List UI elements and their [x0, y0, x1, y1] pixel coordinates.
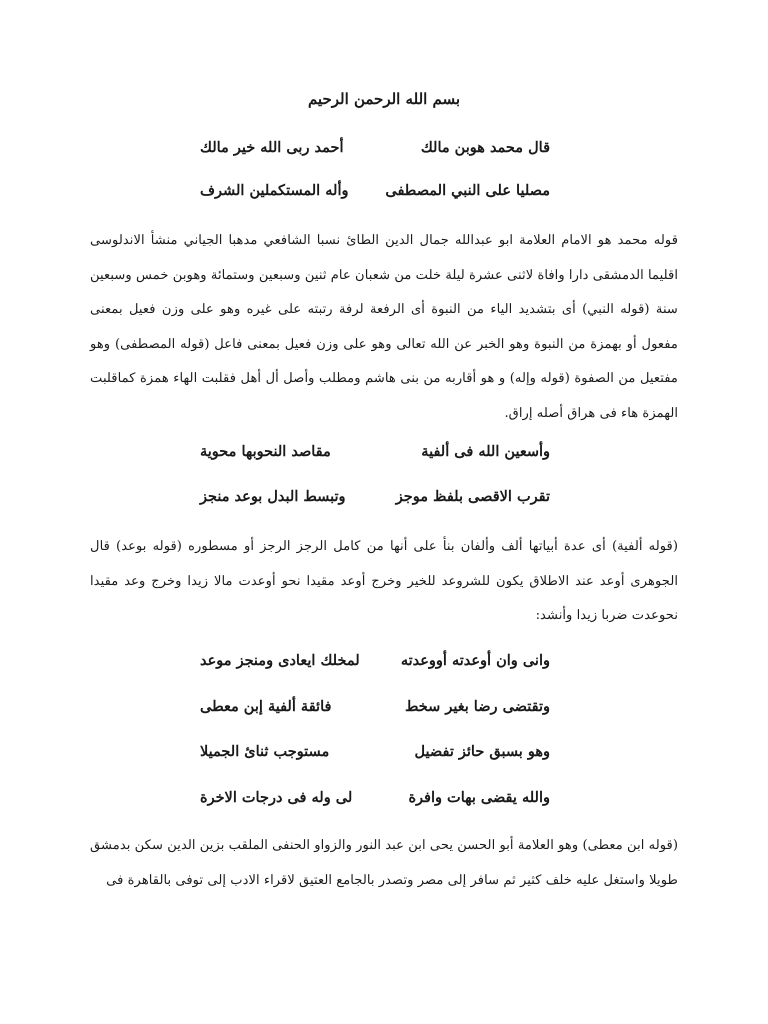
- verse-first-hemistich: تقرب الاقصى بلفظ موجز: [395, 488, 550, 505]
- verse-line: [0, 698, 768, 722]
- verse-first-hemistich: وهو بسبق حائز تفضيل: [414, 743, 550, 760]
- verse-first-hemistich: والله يقضى بهات وافرة: [408, 789, 550, 806]
- verse-second-hemistich: لمخلك ايعادى ومنجز موعد: [200, 652, 360, 669]
- verse-line: [0, 652, 768, 676]
- commentary-paragraph: (قوله ألفية) أى عدة أبياتها ألف وألفان بنأ على أنها من كامل الرجز الرجز أو مسطوره (قوله بوعد) قال الجوهرى أوعد عند الاطلاق يكون للشروعد للخير وخرج أوعد مقيدا نحو أوعدت مالا زيدا وخرج وعد مقيدا نحوعدت ضربا زيدا وأنشد:: [90, 539, 678, 623]
- verse-line: [0, 182, 768, 206]
- verse-first-hemistich: مصليا على النبي المصطفى: [385, 182, 550, 199]
- verse-first-hemistich: وانى وان أوعدته أووعدته: [400, 652, 550, 669]
- verse-first-hemistich: وأسعين الله فى ألفية: [421, 443, 550, 460]
- verse-second-hemistich: أحمد ربى الله خير مالك: [200, 139, 344, 156]
- verse-line: [0, 443, 768, 467]
- verse-second-hemistich: فائقة ألفية إبن معطى: [200, 698, 332, 715]
- verse-line: [0, 789, 768, 813]
- commentary-paragraph: قوله محمد هو الامام العلامة ابو عبدالله جمال الدين الطائ نسبا الشافعي مدهبا الجياني منشأ الاندلوسى اقليما الدمشقى دارا وافاة لاثنى عشرة ليلة خلت من شعبان عام ثنين وسبعين وستمائة وهوبن خمس وسبعين سنة (قوله النبي) أى بتشديد الياء من النبوة أى الرفعة لرفة رتبته على غيره وهو على وزن فعيل بمعنى مفعول أو بهمزة من النبوة وهو الخبر عن الله تعالى وهو على وزن فعيل بمعنى فاعل (قوله المصطفى) وهو مفتعيل من الصفوة (قوله وإله) و هو أقاربه من بنى هاشم ومطلب وأصل أل أهل فقلبت الهاء همزة كماقلبت الهمزة هاء فى هراق أصله إراق.: [90, 233, 678, 421]
- verse-second-hemistich: لى وله فى درجات الاخرة: [200, 789, 353, 806]
- verse-line: [0, 743, 768, 767]
- verse-first-hemistich: وتقتضى رضا بغير سخط: [405, 698, 550, 715]
- verse-second-hemistich: وأله المستكملين الشرف: [200, 182, 349, 199]
- basmala-heading: بسم الله الرحمن الرحيم: [307, 90, 461, 108]
- verse-second-hemistich: مقاصد النحوبها محوية: [200, 443, 331, 460]
- verse-first-hemistich: قال محمد هوبن مالك: [420, 139, 550, 156]
- commentary-paragraph: (قوله ابن معطى) وهو العلامة أبو الحسن يحى ابن عبد النور والزواو الحنفى الملقب بزين الدين سكن بدمشق طويلا واستغل عليه خلف كثير ثم سافر إلى مصر وتصدر بالجامع العتيق لاقراء الادب إلى توفى بالقاهرة فى: [90, 838, 678, 888]
- verse-line: [0, 139, 768, 163]
- verse-second-hemistich: وتبسط البدل بوعد منجز: [200, 488, 346, 505]
- verse-second-hemistich: مستوجب ثنائ الجميلا: [200, 743, 330, 760]
- verse-line: [0, 488, 768, 512]
